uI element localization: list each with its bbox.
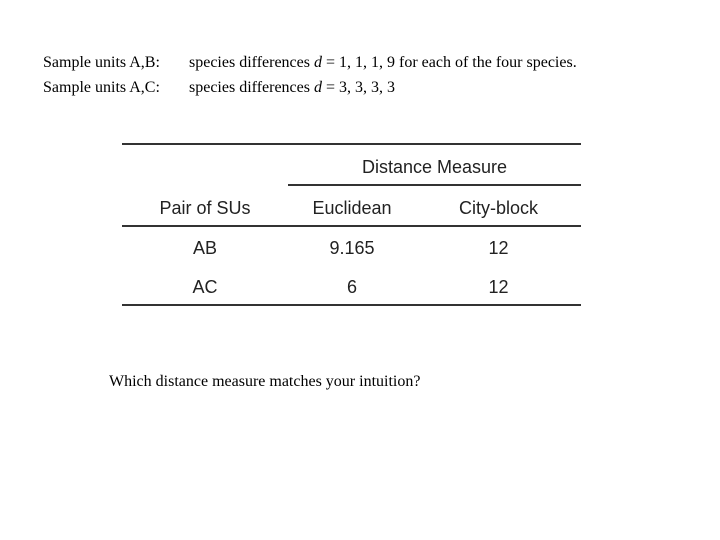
intro-prefix-ab: species differences <box>189 54 314 71</box>
row-ac-city-block: 12 <box>488 277 509 297</box>
intro-label-ab: Sample units A,B: <box>43 54 160 71</box>
row-ac-euclidean: 6 <box>346 277 357 297</box>
intro-var-ab: d <box>313 54 322 71</box>
table-top-rule <box>122 143 581 145</box>
header-city-block: City-block <box>458 198 538 218</box>
intro-line-ab <box>43 53 577 73</box>
row-ab-euclidean: 9.165 <box>329 238 375 258</box>
intro-values-ab: = 1, 1, 1, 9 for each of the four species. <box>321 54 577 71</box>
row-ac-pair: AC <box>192 277 218 297</box>
intro-label-ac: Sample units A,C: <box>43 79 160 96</box>
header-pair-of-sus: Pair of SUs <box>159 198 251 218</box>
intro-values-ac: = 3, 3, 3, 3 <box>321 79 396 96</box>
intro-var-ac: d <box>313 79 322 96</box>
intro-prefix-ac: species differences <box>189 79 314 96</box>
table-header-rule <box>122 225 581 227</box>
row-ab-pair: AB <box>192 238 217 258</box>
group-header-distance-measure: Distance Measure <box>361 157 508 177</box>
distance-table <box>122 143 581 307</box>
row-ab-city-block: 12 <box>488 238 509 258</box>
intro-line-ac <box>43 78 395 98</box>
header-euclidean: Euclidean <box>312 198 392 218</box>
question-text: Which distance measure matches your intuition? <box>109 373 421 390</box>
table-bottom-rule <box>122 304 581 306</box>
group-header-rule <box>288 184 581 186</box>
